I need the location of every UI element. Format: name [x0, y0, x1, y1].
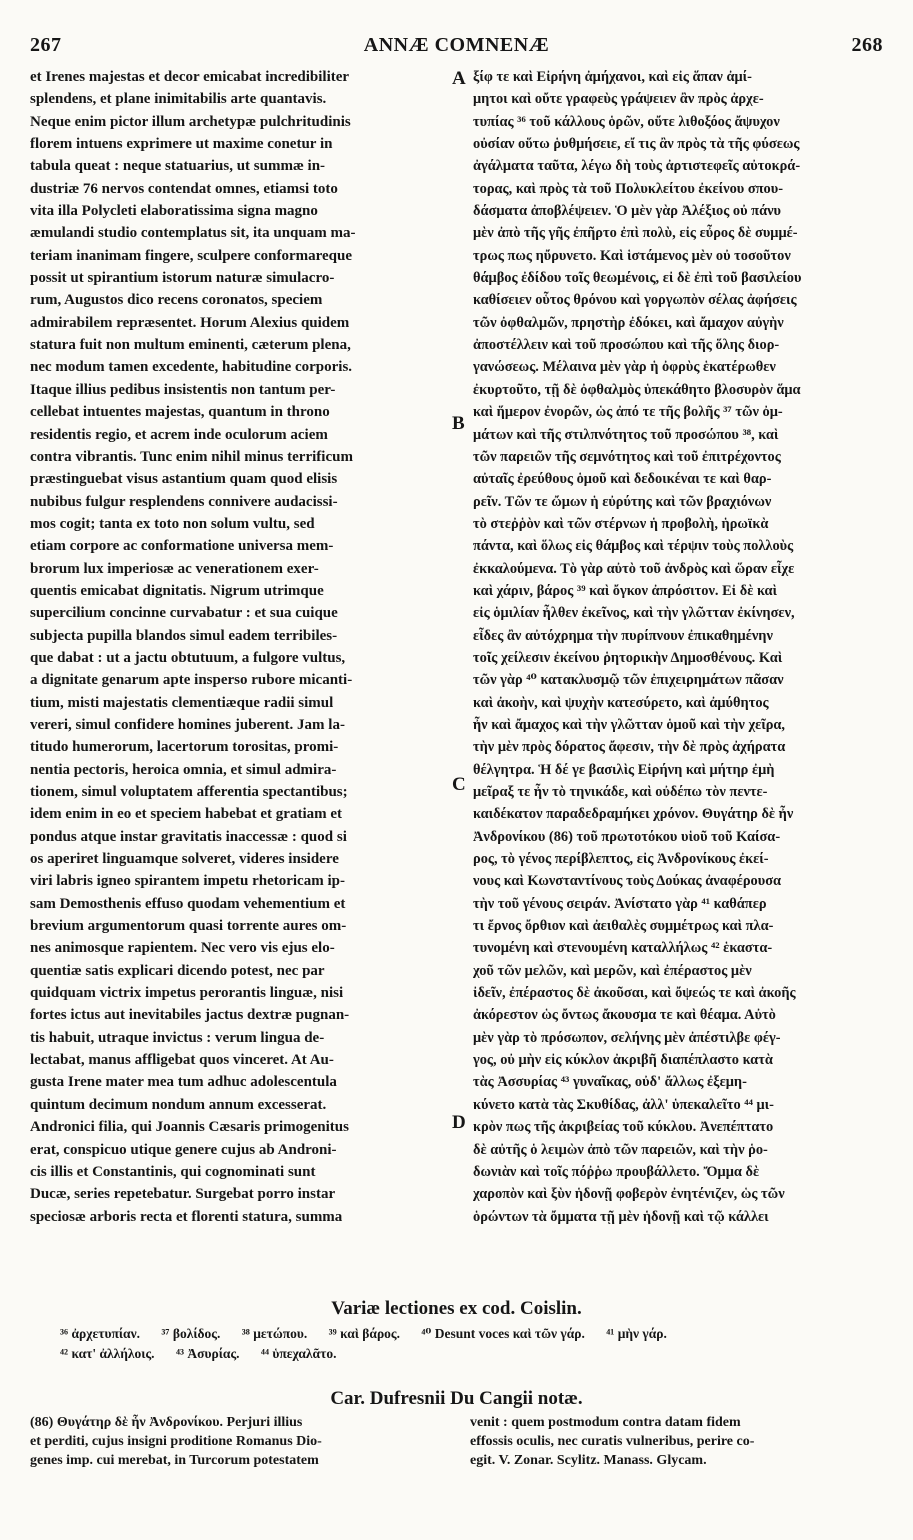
latin-text-line: lectabat, manus affligebat quos vinceret. At Au- — [30, 1052, 334, 1069]
greek-text-line: δωνιὰν καὶ τοῖς πόῤῥω προυβάλλετο. Ὄμμα δὲ — [473, 1163, 760, 1180]
latin-text-line: dustriæ 76 nervos contendat omnes, etiamsi toto — [30, 180, 338, 197]
greek-text-line: ἰδεῖν, ἐπέραστος δὲ ἀκοῦσαι, καὶ ὄψεώς τε καὶ ἀκοῆς — [473, 985, 796, 1002]
latin-text-line: tionem, simul voluptatem afferentia spectantibus; — [30, 784, 348, 800]
greek-text-line: θάμβος ἐδίδου τοῖς θεωμένοις, εἰ δὲ ἐπὶ τοῦ βασιλείου — [473, 270, 802, 287]
latin-text-line: Neque enim pictor illum archetypæ pulchritudinis — [30, 113, 351, 130]
greek-text-line: ρος, τὸ γένος περίβλεπτος, εἰς Ἀνδρονίκους ἐκεί- — [473, 851, 769, 868]
latin-text-line: Andronici filia, qui Joannis Cæsaris primogenitus — [30, 1119, 349, 1136]
latin-text-line: titudo humerorum, lacertorum torositas, promi- — [30, 739, 339, 756]
latin-text-line: os aperiret linguamque solveret, videres insidere — [30, 851, 339, 868]
latin-text-line: tis habuit, utraque invictus : verum lingua de- — [30, 1029, 325, 1046]
greek-text-line: νους καὶ Κωνσταντίνους τοὺς Δούκας ἀναφέρουσα — [473, 873, 782, 890]
margin-marker-d: D — [452, 1112, 466, 1133]
latin-text-line: speciosæ arboris recta et florenti statura, summa — [30, 1208, 343, 1225]
latin-text-line: sam Demosthenis effuso quodam vehementium et — [30, 895, 346, 912]
greek-text-line: τῶν παρειῶν τῆς σεμνότητος καὶ τοῦ ἐπιτρέχοντος — [473, 448, 781, 465]
variant-reading: ³⁷ βολίδος. — [161, 1326, 221, 1341]
greek-text-line: τὰς Ἀσσυρίας ⁴³ γυναῖκας, οὐδ' ἄλλως ἐξεμη- — [473, 1074, 747, 1091]
greek-text-line: τῶν γὰρ ⁴⁰ κατακλυσμῷ τῶν ἐπιχειρημάτων πᾶσαν — [473, 672, 784, 689]
greek-text-line: χοῦ τῶν μελῶν, καὶ μερῶν, καὶ ἐπέραστος μὲν — [473, 962, 752, 979]
note-text-line: effossis oculis, nec curatis vulneribus, perire co- — [470, 1434, 755, 1449]
variant-row — [60, 1324, 890, 1344]
latin-text-line: quintum decimum nondum annum excesserat. — [30, 1096, 327, 1113]
greek-text-line: ἐκκαλούμενα. Τὸ γὰρ αὐτὸ τοῦ ἀνδρὸς καὶ ὥραν εἶχε — [473, 560, 795, 577]
greek-text-line: μὲν ἀπὸ τῆς γῆς ἐπῆρτο ἐπὶ πολὺ, εἰς εὖρος δὲ συμμέ- — [473, 225, 798, 242]
variant-reading: ⁴⁰ Desunt voces καὶ τῶν γάρ. — [421, 1326, 585, 1341]
greek-text-line: ἦν καὶ ἄμαχος καὶ τὴν γλῶτταν ὁμοῦ καὶ τὴν χεῖρα, — [473, 716, 786, 733]
margin-marker-a: A — [452, 68, 466, 89]
greek-text-line: μὲν γὰρ τὸ πρόσωπον, σελήνης μὲν ἀπέστιλβε φέγ- — [473, 1029, 781, 1046]
greek-text-line: τι ἔρνος ὄρθιον καὶ ἀειθαλὲς συμμέτρως καὶ πλα- — [473, 918, 774, 935]
greek-text-line: ἀποστέλλειν καὶ τοῦ προσώπου καὶ τῆς ὅλης διορ- — [473, 337, 780, 354]
variant-reading: ⁴³ Ἀσυρίας. — [175, 1346, 240, 1361]
greek-text-line: τοῖς χείλεσιν ἐκείνου ῥητορικὴν Δημοσθένους. Καὶ — [473, 649, 783, 666]
greek-text-line: ὁρώντων τὰ ὄμματα τῇ μὲν ἡδονῇ καὶ τῷ κάλλει — [473, 1208, 769, 1225]
running-title: ANNÆ COMNENÆ — [363, 34, 550, 56]
greek-text-line: καθίσειεν οὗτος θρόνου καὶ γοργωπὸν σέλας ἀφήσεις — [473, 292, 797, 309]
latin-text-line: gusta Irene mater mea tum adhuc adolescentula — [30, 1074, 337, 1091]
greek-text-line: ξίφ τε καὶ Εἰρήνη ἀμήχανοι, καὶ εἰς ἅπαν ἀμί- — [473, 69, 752, 85]
greek-text-line: μητοι καὶ οὔτε γραφεὺς γράψειεν ἂν πρὸς ἀρχε- — [473, 91, 764, 108]
latin-text-line: subjecta pupilla blandos simul eadem terribiles- — [30, 627, 338, 644]
latin-text-line: possit ut spirantium istorum naturæ simulacro- — [30, 270, 335, 287]
latin-text-line: etiam corpore ac conformatione universa mem- — [30, 538, 334, 555]
greek-text-line: μάτων καὶ τῆς στιλπνότητος τοῦ προσώπου ³⁸, καὶ — [473, 426, 779, 443]
note-text-line: egit. V. Zonar. Scylitz. Manass. Glycam. — [470, 1453, 707, 1468]
latin-column — [30, 66, 448, 1298]
greek-text-line: εἶδες ἂν αὐτόχρημα τὴν πυρίπνουν ἐπικαθημένην — [473, 627, 773, 644]
latin-text-line: tabula queat : neque statuarius, ut summæ in- — [30, 158, 326, 175]
greek-text-line: θέλγητρα. Ἡ δέ γε βασιλὶς Εἰρήνη καὶ μήτηρ ἐμὴ — [473, 761, 775, 778]
greek-text-line: ἀγάλματα ταῦτα, λέγω δὴ τοὺς ἀρτιστεφεῖς αὐτοκρά- — [473, 158, 801, 175]
notes-right-column — [470, 1413, 890, 1479]
latin-text-line: quentiæ satis explicari dicendo potest, nec par — [30, 962, 325, 979]
greek-text-line: τὴν τοῦ γένους σειράν. Ἀνίστατο γὰρ ⁴¹ καθάπερ — [473, 895, 767, 912]
latin-text-line: residentis regio, et acrem inde oculorum aciem — [30, 426, 328, 443]
latin-text-line: splendens, et plane inimitabilis arte quantavis. — [30, 91, 327, 108]
latin-text-line: erat, conspicuo utique genere cujus ab Androni- — [30, 1141, 337, 1158]
latin-text-line: Ducæ, series repetebatur. Surgebat porro instar — [30, 1186, 336, 1203]
latin-text-line: nes animosque rapientem. Nec vero vis ejus elo- — [30, 940, 335, 957]
latin-text-line: viri labris igneo spirantem impetu rhetoricam ip- — [30, 873, 345, 890]
latin-text-line: nubibus fulgur resplendens connivere audacissi- — [30, 493, 338, 510]
latin-text-line: teriam inanimam fingere, sculpere conformareque — [30, 247, 353, 264]
greek-text-line: καὶ χάριν, βάρος ³⁹ καὶ ὄγκον ἀπρόσιτον. Εἰ δὲ καὶ — [473, 582, 778, 599]
greek-text-line: τρως πως ηὔρυνετο. Καὶ ἱστάμενος μὲν οὐ τοσοῦτον — [473, 247, 791, 264]
latin-text-line: cis illis et Constantinis, qui cognominati sunt — [30, 1163, 316, 1180]
latin-text-line: vereri, simul confidere homines juberent. Jam la- — [30, 716, 345, 733]
latin-text-line: florem intuens exprimere ut maxime conetur in — [30, 136, 333, 153]
greek-text-line: μεῖραξ τε ἦν τὸ τηνικάδε, καὶ οὐδέπω τὸν πεντε- — [473, 784, 768, 800]
latin-text-line: contra vibrantis. Tunc enim nihil minus terrificum — [30, 448, 353, 465]
greek-text-line: γανώσεως. Μέλαινα μὲν γὰρ ἡ ὀφρὺς ἑκατέρωθεν — [473, 359, 776, 376]
latin-text-line: quentis emicabat dignitatis. Nigrum utrimque — [30, 582, 324, 599]
greek-text-line: δάσματα ἀποβλέψειεν. Ὁ μὲν γὰρ Ἀλέξιος οὐ πάνυ — [473, 203, 781, 220]
variant-reading: ⁴⁴ ὑπεχαλᾶτο. — [260, 1346, 337, 1361]
variant-row — [60, 1344, 890, 1364]
note-text-line: venit : quem postmodum contra datam fidem — [470, 1415, 741, 1430]
greek-text-line: τορας, καὶ πρὸς τὰ τοῦ Πολυκλείτου ἐκείνου σπου- — [473, 180, 783, 197]
latin-text-line: admirabilem repræsentet. Horum Alexius quidem — [30, 314, 350, 331]
variant-reading: ³⁸ μετώπου. — [241, 1326, 308, 1341]
latin-text-line: brorum lux imperiosæ ac venerationem exer- — [30, 560, 319, 577]
note-text-line: genes imp. cui merebat, in Turcorum potestatem — [30, 1453, 319, 1468]
greek-text-line: τὸ στεῤῥὸν καὶ τῶν στέρνων ἡ προβολὴ, ἡρωϊκὰ — [473, 515, 769, 532]
latin-text-line: brevium argumentorum quasi torrente aures om- — [30, 918, 347, 935]
latin-text-line: nentia pectoris, heroica omnia, et simul admira- — [30, 761, 337, 778]
variant-reading: ⁴² κατ' ἀλλήλοις. — [60, 1346, 155, 1361]
latin-text-line: æmulandi studio contemplatus sit, ita unquam ma- — [30, 225, 356, 242]
greek-text-line: χαροπὸν καὶ ξὺν ἡδονῇ φοβερὸν ἐνητένιζεν, ὡς τῶν — [473, 1186, 785, 1203]
greek-text-line: καὶ ἀκοὴν, καὶ ψυχὴν κατεσύρετο, καὶ ἀμύθητος — [473, 694, 769, 711]
latin-text-line: fortes ictus aut inevitabiles jactus dextræ pugnan- — [30, 1007, 350, 1024]
latin-text-line: vita illa Polycleti elaboratissima signa magno — [30, 203, 318, 220]
latin-text-line: a dignitate genarum apte insperso rubore micanti- — [30, 672, 353, 689]
greek-text-line: αὐταῖς ἐρεύθους ὁμοῦ καὶ δεδοικέναι τε καὶ θαρ- — [473, 471, 772, 488]
latin-text-line: statura fuit non multum eminenti, cæterum plena, — [30, 337, 351, 354]
latin-text-line: præstinguebat visus astantium quam quod elisis — [30, 471, 338, 488]
notes-left-column — [30, 1413, 448, 1479]
latin-text-line: tium, misti majestatis clementiæque radii simul — [30, 694, 334, 711]
variant-reading: ³⁹ καὶ βάρος. — [328, 1326, 400, 1341]
greek-text-line: τὴν μὲν πρὸς δόρατος ἄφεσιν, τὴν δὲ πρὸς ἀχήρατα — [473, 739, 786, 756]
greek-text-line: τυπίας ³⁶ τοῦ κάλλους ὁρῶν, οὔτε λιθοξόος ἄψυχον — [473, 113, 780, 130]
greek-text-line: κρὸν πως τῆς ἀκριβείας τοῦ κύκλου. Ἀνεπέπτατο — [473, 1119, 774, 1136]
greek-text-line: γος, οὐ μὴν εἰς κύκλον ἀκριβῆ διαπέπλαστο κατὰ — [473, 1052, 773, 1069]
notes-title: Car. Dufresnii Du Cangii notæ. — [330, 1388, 583, 1409]
latin-text-line: idem enim in eo et speciem habebat et gratiam et — [30, 806, 343, 823]
greek-text-line: πάντα, καὶ ὅλως εἰς θάμβος καὶ τέρψιν τοὺς πολλοὺς — [473, 538, 794, 555]
greek-text-line: τῶν ὀφθαλμῶν, πρηστὴρ ἐδόκει, καὶ ἄμαχον αὐγὴν — [473, 314, 784, 331]
latin-text-line: rum, Augustos dico recens coronatos, speciem — [30, 292, 323, 309]
greek-text-line: ρεῖν. Τῶν τε ὤμων ἡ εὐρύτης καὶ τῶν βραχιόνων — [473, 493, 772, 510]
latin-text-line: quidquam victrix impetus perorantis linguæ, nisi — [30, 985, 344, 1002]
latin-text-line: cellebat intuentes majestas, quantum in throno — [30, 404, 330, 421]
variant-reading: ³⁶ ἀρχετυπίαν. — [60, 1326, 140, 1341]
greek-text-line: καὶ ἥμερον ἐνορῶν, ὡς ἀπό τε τῆς βολῆς ³⁷ τῶν ὀμ- — [473, 404, 783, 421]
latin-text-line: mos cogit; tanta ex toto non solum vultu, sed — [30, 515, 315, 532]
latin-text-line: et Irenes majestas et decor emicabat incredibiliter — [30, 69, 350, 85]
variant-readings — [60, 1324, 890, 1364]
variants-title: Variæ lectiones ex cod. Coislin. — [331, 1298, 582, 1319]
greek-text-line: ἐκυρτοῦτο, τῇ δὲ ὀφθαλμὸς ὑπεκάθητο βλοσυρὸν ἅμα — [473, 381, 801, 398]
greek-column — [473, 66, 883, 1298]
latin-text-line: nec modum tamen excedente, habitudine corporis. — [30, 359, 353, 376]
greek-text-line: καιδέκατον παραδεδραμήκει χρόνον. Θυγάτηρ δὲ ἦν — [473, 806, 794, 823]
page-number-right: 268 — [851, 34, 883, 56]
note-text-line: et perditi, cujus insigni proditione Romanus Dio- — [30, 1434, 322, 1449]
greek-text-line: εἰς ὁμιλίαν ἦλθεν ἐκεῖνος, καὶ τὴν γλῶτταν ἐκίνησεν, — [473, 605, 795, 622]
greek-text-line: κύνετο κατὰ τὰς Σκυθίδας, ἀλλ' ὑπεκαλεῖτο ⁴⁴ μι- — [473, 1096, 774, 1113]
greek-text-line: ἀκόρεστον ὡς ὄντως ἄκουσμα τε καὶ θέαμα. Αὐτὸ — [473, 1007, 776, 1024]
latin-text-line: que dabat : ut a jactu obtutuum, a fulgore vultus, — [30, 649, 346, 666]
latin-text-line: pondus atque instar gravitatis inaccessæ : quod si — [30, 828, 347, 845]
variant-reading: ⁴¹ μὴν γάρ. — [606, 1326, 667, 1341]
greek-text-line: Ἀνδρονίκου (86) τοῦ πρωτοτόκου υἱοῦ τοῦ Καίσα- — [473, 828, 781, 845]
greek-text-line: δὲ αὐτῆς ὁ λειμὼν ἀπὸ τῶν παρειῶν, καὶ τὴν ῥο- — [473, 1141, 768, 1158]
latin-text-line: Itaque illius pedibus insistentis non tantum per- — [30, 381, 336, 398]
page-header — [30, 34, 883, 60]
margin-marker-c: C — [452, 774, 466, 795]
margin-marker-b: B — [452, 413, 465, 434]
page-number-left: 267 — [30, 34, 62, 56]
latin-text-line: supercilium concinne curvabatur : et sua cuique — [30, 605, 338, 622]
greek-text-line: οὐσίαν οὕτω ῥυθμήσειε, εἴ τις ἂν πρὸς τὰ τῆς φύσεως — [473, 136, 800, 153]
note-text-line: (86) Θυγάτηρ δὲ ἦν Ἀνδρονίκου. Perjuri illius — [30, 1415, 303, 1430]
greek-text-line: τυνομένη καὶ στενουμένη καταλλήλως ⁴² ἑκαστα- — [473, 940, 773, 957]
